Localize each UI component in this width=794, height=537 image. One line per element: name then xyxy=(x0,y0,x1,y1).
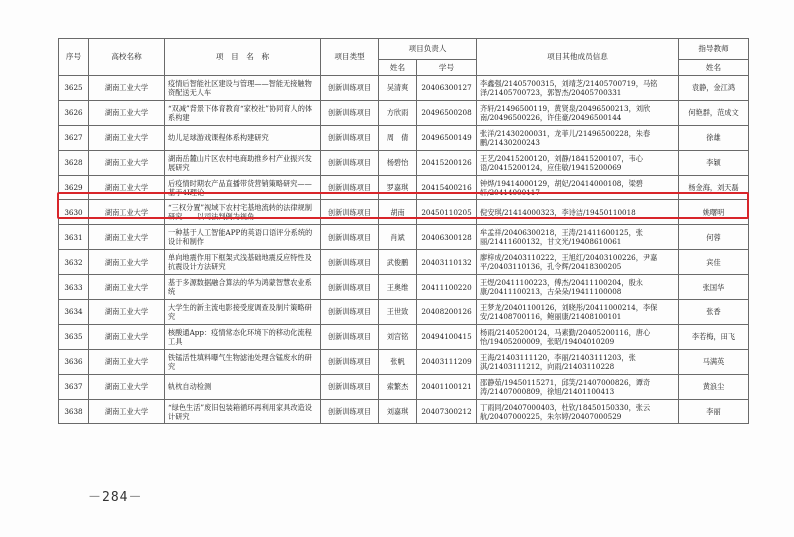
table-row xyxy=(59,399,749,424)
cell-no: 3626 xyxy=(59,100,89,125)
cell-no: 3625 xyxy=(59,76,89,101)
cell-type: 创新训练项目 xyxy=(321,275,379,300)
table-row xyxy=(59,300,749,325)
header-members: 项目其他成员信息 xyxy=(477,39,679,76)
cell-no: 3638 xyxy=(59,399,89,424)
table-row xyxy=(59,125,749,150)
cell-leader-name: 刘嘉琪 xyxy=(379,399,417,424)
cell-members: 王梦龙/20401100126，刘晓彤/20411000214，李保安/21408700116，鲍丽康/21408100101 xyxy=(477,300,679,325)
cell-teacher: 张香 xyxy=(679,300,749,325)
cell-title: 单向地震作用下框架式浅基础地震反应特性及抗震设计方法研究 xyxy=(165,250,321,275)
cell-leader-id: 20403111209 xyxy=(417,349,477,374)
cell-teacher: 杨金海，刘天磊 xyxy=(679,175,749,200)
cell-teacher: 张国华 xyxy=(679,275,749,300)
cell-leader-id: 20401100121 xyxy=(417,374,477,399)
cell-leader-id: 20496500208 xyxy=(417,100,477,125)
cell-leader-name: 王奥维 xyxy=(379,275,417,300)
cell-members: 王艺/20415200120，刘静/18415200107，韦心语/20415200124，应佳敏/19415200069 xyxy=(477,150,679,175)
header-school: 高校名称 xyxy=(89,39,165,76)
cell-leader-id: 20411100220 xyxy=(417,275,477,300)
cell-leader-id: 20450110205 xyxy=(417,200,477,225)
cell-no: 3637 xyxy=(59,374,89,399)
cell-leader-name: 索繁杰 xyxy=(379,374,417,399)
cell-title: 大学生的新主流电影接受度调查及制片策略研究 xyxy=(165,300,321,325)
cell-leader-name: 方欣雨 xyxy=(379,100,417,125)
header-title: 项 目 名 称 xyxy=(165,39,321,76)
cell-title: 核酸通App：疫情常态化环境下的移动化流程工具 xyxy=(165,324,321,349)
table-row xyxy=(59,324,749,349)
header-leader-name: 姓名 xyxy=(379,60,417,76)
cell-members: 牟孟祥/20406300218，王涛/21411600125，张丽/21411600132，甘文光/19408610061 xyxy=(477,225,679,250)
cell-no: 3628 xyxy=(59,150,89,175)
cell-type: 创新训练项目 xyxy=(321,76,379,101)
table-row xyxy=(59,200,749,225)
cell-school: 湖南工业大学 xyxy=(89,250,165,275)
cell-teacher: 李丽 xyxy=(679,399,749,424)
cell-members: 钟烨/19414000129，胡妃/20414000108，梁碧轩/20414000117 xyxy=(477,175,679,200)
header-teacher: 指导教师 xyxy=(679,39,749,60)
cell-teacher: 何蓉 xyxy=(679,225,749,250)
cell-leader-name: 武俊鹏 xyxy=(379,250,417,275)
table-row-highlighted xyxy=(59,175,749,200)
page-number: －284－ xyxy=(88,490,143,505)
cell-members: 廖梓成/20403110222，王旭红/20403100226，尹嘉平/20403110136，孔令辉/20418300205 xyxy=(477,250,679,275)
cell-title: 铁锰活性填料曝气生物滤池处理含锰废水的研究 xyxy=(165,349,321,374)
cell-leader-id: 20406300128 xyxy=(417,225,477,250)
cell-teacher: 马满英 xyxy=(679,349,749,374)
cell-school: 湖南工业大学 xyxy=(89,275,165,300)
cell-leader-id: 20403110132 xyxy=(417,250,477,275)
cell-no: 3632 xyxy=(59,250,89,275)
cell-teacher: 黄浪尘 xyxy=(679,374,749,399)
cell-type: 创新训练项目 xyxy=(321,250,379,275)
table-body xyxy=(59,76,749,424)
cell-school: 湖南工业大学 xyxy=(89,200,165,225)
cell-title: 湖南岳麓山片区农村电商助推乡村产业振兴发展研究 xyxy=(165,150,321,175)
cell-members: 王煜/20411100223，傅杰/20411100204，殷永康/20411100213，古朵朵/19411100008 xyxy=(477,275,679,300)
cell-leader-id: 20415200126 xyxy=(417,150,477,175)
cell-type: 创新训练项目 xyxy=(321,150,379,175)
table-row xyxy=(59,225,749,250)
table-row xyxy=(59,150,749,175)
cell-type: 创新训练项目 xyxy=(321,324,379,349)
cell-teacher: 袁静，金江鸿 xyxy=(679,76,749,101)
cell-title: “双减”背景下体育教育“家校社”协同育人的体系构建 xyxy=(165,100,321,125)
cell-members: 邵静茹/19450115271，邱笑/21407000826，谭奇涛/21407000809，徐旭/21401100413 xyxy=(477,374,679,399)
cell-leader-id: 20407300212 xyxy=(417,399,477,424)
cell-type: 创新训练项目 xyxy=(321,100,379,125)
table-row xyxy=(59,275,749,300)
cell-type: 创新训练项目 xyxy=(321,300,379,325)
cell-members: 王海/21403111120，李丽/21403111203，张淇/21403111212，向雨/21403110228 xyxy=(477,349,679,374)
cell-title: 轨枕自动检测 xyxy=(165,374,321,399)
table-row xyxy=(59,349,749,374)
cell-teacher: 宾佳 xyxy=(679,250,749,275)
cell-no: 3636 xyxy=(59,349,89,374)
header-no: 序号 xyxy=(59,39,89,76)
cell-members: 张洋/21430200031，龙菲儿/21496500228，朱春鹏/21430200243 xyxy=(477,125,679,150)
cell-title: 疫情后智能社区建设与管理——智能无接触物资配送无人车 xyxy=(165,76,321,101)
cell-leader-name: 周 倩 xyxy=(379,125,417,150)
table-row xyxy=(59,76,749,101)
cell-type: 创新训练项目 xyxy=(321,225,379,250)
cell-leader-name: 罗嘉琪 xyxy=(379,175,417,200)
cell-no: 3633 xyxy=(59,275,89,300)
cell-teacher: 姚曙明 xyxy=(679,200,749,225)
cell-type: 创新训练项目 xyxy=(321,374,379,399)
cell-leader-id: 20415400216 xyxy=(417,175,477,200)
cell-leader-id: 20496500149 xyxy=(417,125,477,150)
cell-leader-name: 杨碧怡 xyxy=(379,150,417,175)
table-row xyxy=(59,100,749,125)
cell-title: 一种基于人工智能APP的英语口语评分系统的设计和制作 xyxy=(165,225,321,250)
cell-school: 湖南工业大学 xyxy=(89,150,165,175)
cell-teacher: 徐雄 xyxy=(679,125,749,150)
cell-members: 齐轩/21496500119，黄贤泉/20496500213，刘欣南/20496500226，许佳豪/20496500144 xyxy=(477,100,679,125)
cell-leader-name: 王世致 xyxy=(379,300,417,325)
cell-leader-name: 吴清爽 xyxy=(379,76,417,101)
table-row xyxy=(59,250,749,275)
cell-school: 湖南工业大学 xyxy=(89,100,165,125)
cell-teacher: 李若梅，田飞 xyxy=(679,324,749,349)
cell-school: 湖南工业大学 xyxy=(89,300,165,325)
cell-school: 湖南工业大学 xyxy=(89,76,165,101)
cell-type: 创新训练项目 xyxy=(321,399,379,424)
cell-leader-name: 刘宫铭 xyxy=(379,324,417,349)
cell-no: 3627 xyxy=(59,125,89,150)
cell-no: 3634 xyxy=(59,300,89,325)
header-leader-id: 学号 xyxy=(417,60,477,76)
cell-no: 3635 xyxy=(59,324,89,349)
header-leader: 项目负责人 xyxy=(379,39,477,60)
cell-members: 李鑫强/21405700315，刘靖芝/21405700719，马铭泽/21405700723，郭智杰/20405700331 xyxy=(477,76,679,101)
cell-title: “三权分置”视域下农村宅基地流转的法律规制研究——以司法判例为视角 xyxy=(165,200,321,225)
cell-title: 后疫情时期农产品直播带货营销策略研究——基于4I理论 xyxy=(165,175,321,200)
cell-teacher: 何艳群，范成文 xyxy=(679,100,749,125)
cell-title: 基于多源数据融合算法的华为鸿蒙智慧农业系统 xyxy=(165,275,321,300)
cell-title: 幼儿足球游戏课程体系构建研究 xyxy=(165,125,321,150)
cell-teacher: 李颖 xyxy=(679,150,749,175)
cell-type: 创新训练项目 xyxy=(321,125,379,150)
cell-school: 湖南工业大学 xyxy=(89,374,165,399)
cell-school: 湖南工业大学 xyxy=(89,399,165,424)
cell-members: 倪安琪/21414000323，李诗洁/19450110018 xyxy=(477,200,679,225)
cell-school: 湖南工业大学 xyxy=(89,125,165,150)
cell-leader-name: 张帆 xyxy=(379,349,417,374)
cell-type: 创新训练项目 xyxy=(321,200,379,225)
cell-leader-name: 肖斌 xyxy=(379,225,417,250)
cell-school: 湖南工业大学 xyxy=(89,349,165,374)
cell-no: 3629 xyxy=(59,175,89,200)
table-header-row xyxy=(59,39,749,60)
cell-school: 湖南工业大学 xyxy=(89,324,165,349)
header-teacher-name: 姓名 xyxy=(679,60,749,76)
cell-leader-id: 20406300127 xyxy=(417,76,477,101)
project-table xyxy=(58,38,749,424)
cell-leader-id: 20408200126 xyxy=(417,300,477,325)
cell-type: 创新训练项目 xyxy=(321,349,379,374)
cell-title: “绿色生活”废旧包装箱循环再利用家具改造设计研究 xyxy=(165,399,321,424)
cell-school: 湖南工业大学 xyxy=(89,175,165,200)
cell-leader-id: 20494100415 xyxy=(417,324,477,349)
cell-school: 湖南工业大学 xyxy=(89,225,165,250)
table-row xyxy=(59,374,749,399)
cell-members: 杨雨/21405200124，马素勤/20405200116，唐心怡/19405200009，张昭/19404010209 xyxy=(477,324,679,349)
cell-members: 丁雨同/20407000403，杜钦/18450150330，张云航/20407000225，朱尔婷/20407000529 xyxy=(477,399,679,424)
cell-no: 3630 xyxy=(59,200,89,225)
cell-leader-name: 胡南 xyxy=(379,200,417,225)
cell-no: 3631 xyxy=(59,225,89,250)
cell-type: 创新训练项目 xyxy=(321,175,379,200)
header-type: 项目类型 xyxy=(321,39,379,76)
